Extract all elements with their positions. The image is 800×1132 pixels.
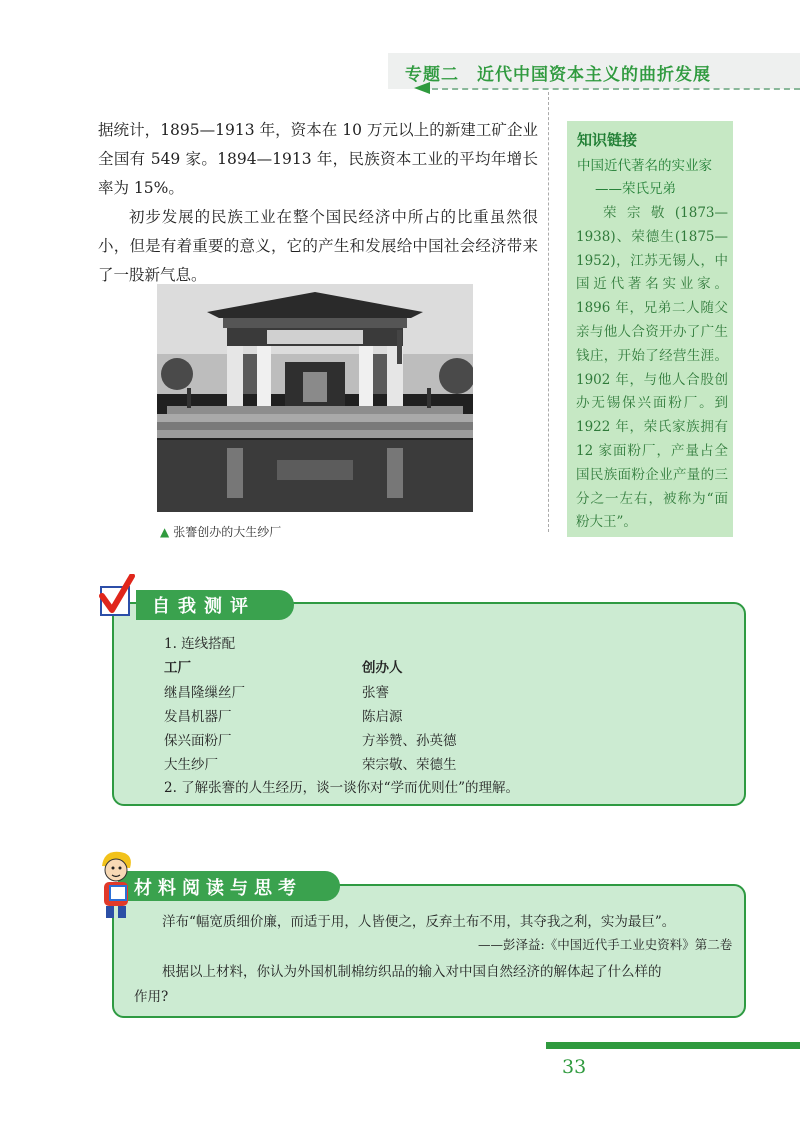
reading-title: 材料阅读与思考 [134, 878, 302, 899]
arrow-left-icon [414, 82, 430, 94]
main-text [98, 116, 538, 290]
reading-quote: 洋布“幅宽质细价廉，而适于用，人皆便之，反弃土布不用，其夺我之利，实为最巨”。 [162, 914, 676, 930]
question-1: 1. 连线搭配 [164, 636, 236, 652]
factory-item: 保兴面粉厂 [164, 733, 232, 749]
footer-bar [546, 1042, 800, 1049]
sidebar-subtitle-2: ——荣氏兄弟 [595, 181, 676, 197]
factory-item: 继昌隆缫丝厂 [164, 685, 245, 701]
reader-cartoon-icon [96, 848, 136, 920]
question-2: 2. 了解张謇的人生经历，谈一谈你对“学而优则仕”的理解。 [164, 780, 519, 796]
founder-item: 陈启源 [362, 709, 403, 725]
column-divider [548, 92, 549, 532]
checkmark-icon [96, 574, 136, 614]
sidebar-text: 荣宗敬(1873—1938)、荣德生(1875—1952)，江苏无锡人，中国近代著名实业家。1896 年，兄弟二人随父亲与他人合资开办了广生钱庄，开始了经营生涯。1902 年，与他人合股创办无锡保兴面粉厂。到 1922 年，荣氏家族拥有 12 家面粉厂，产量占全国民族面粉企业产量的三分之一左右，被称为“面粉大王”。 [576, 205, 728, 531]
photo-caption-text: 张謇创办的大生纱厂 [173, 525, 282, 539]
sidebar-subtitle-1: 中国近代著名的实业家 [577, 158, 712, 174]
sidebar-heading: 知识链接 [577, 131, 638, 149]
founder-item: 荣宗敬、荣德生 [362, 757, 457, 773]
factory-photo [157, 284, 473, 512]
founder-item: 方举赞、孙英德 [362, 733, 457, 749]
reading-source: ——彭泽益:《中国近代手工业史资料》第二卷 [478, 937, 733, 952]
column-header-founder: 创办人 [362, 660, 403, 676]
checkbox-icon [100, 586, 130, 616]
factory-item: 大生纱厂 [164, 757, 218, 773]
header-divider [432, 88, 800, 90]
photo-caption [160, 523, 281, 540]
factory-item: 发昌机器厂 [164, 709, 232, 725]
founder-item: 张謇 [362, 685, 389, 701]
paragraph-1: 据统计，1895—1913 年，资本在 10 万元以上的新建工矿企业全国有 549 家。1894—1913 年，民族资本工业的平均年增长率为 15%。 [98, 121, 538, 197]
reading-question-line-1: 根据以上材料，你认为外国机制棉纺织品的输入对中国自然经济的解体起了什么样的 [162, 964, 662, 980]
self-test-title: 自我测评 [152, 596, 256, 617]
page-number: 33 [562, 1056, 587, 1078]
factory-gate-image [157, 284, 473, 512]
column-header-factory: 工厂 [164, 660, 191, 676]
chapter-title: 专题二 近代中国资本主义的曲折发展 [405, 65, 711, 85]
triangle-up-icon: ▲ [160, 525, 170, 539]
paragraph-2: 初步发展的民族工业在整个国民经济中所占的比重虽然很小，但是有着重要的意义，它的产生和发展给中国社会经济带来了一股新气息。 [98, 208, 538, 284]
reading-question-line-2: 作用? [134, 989, 169, 1005]
